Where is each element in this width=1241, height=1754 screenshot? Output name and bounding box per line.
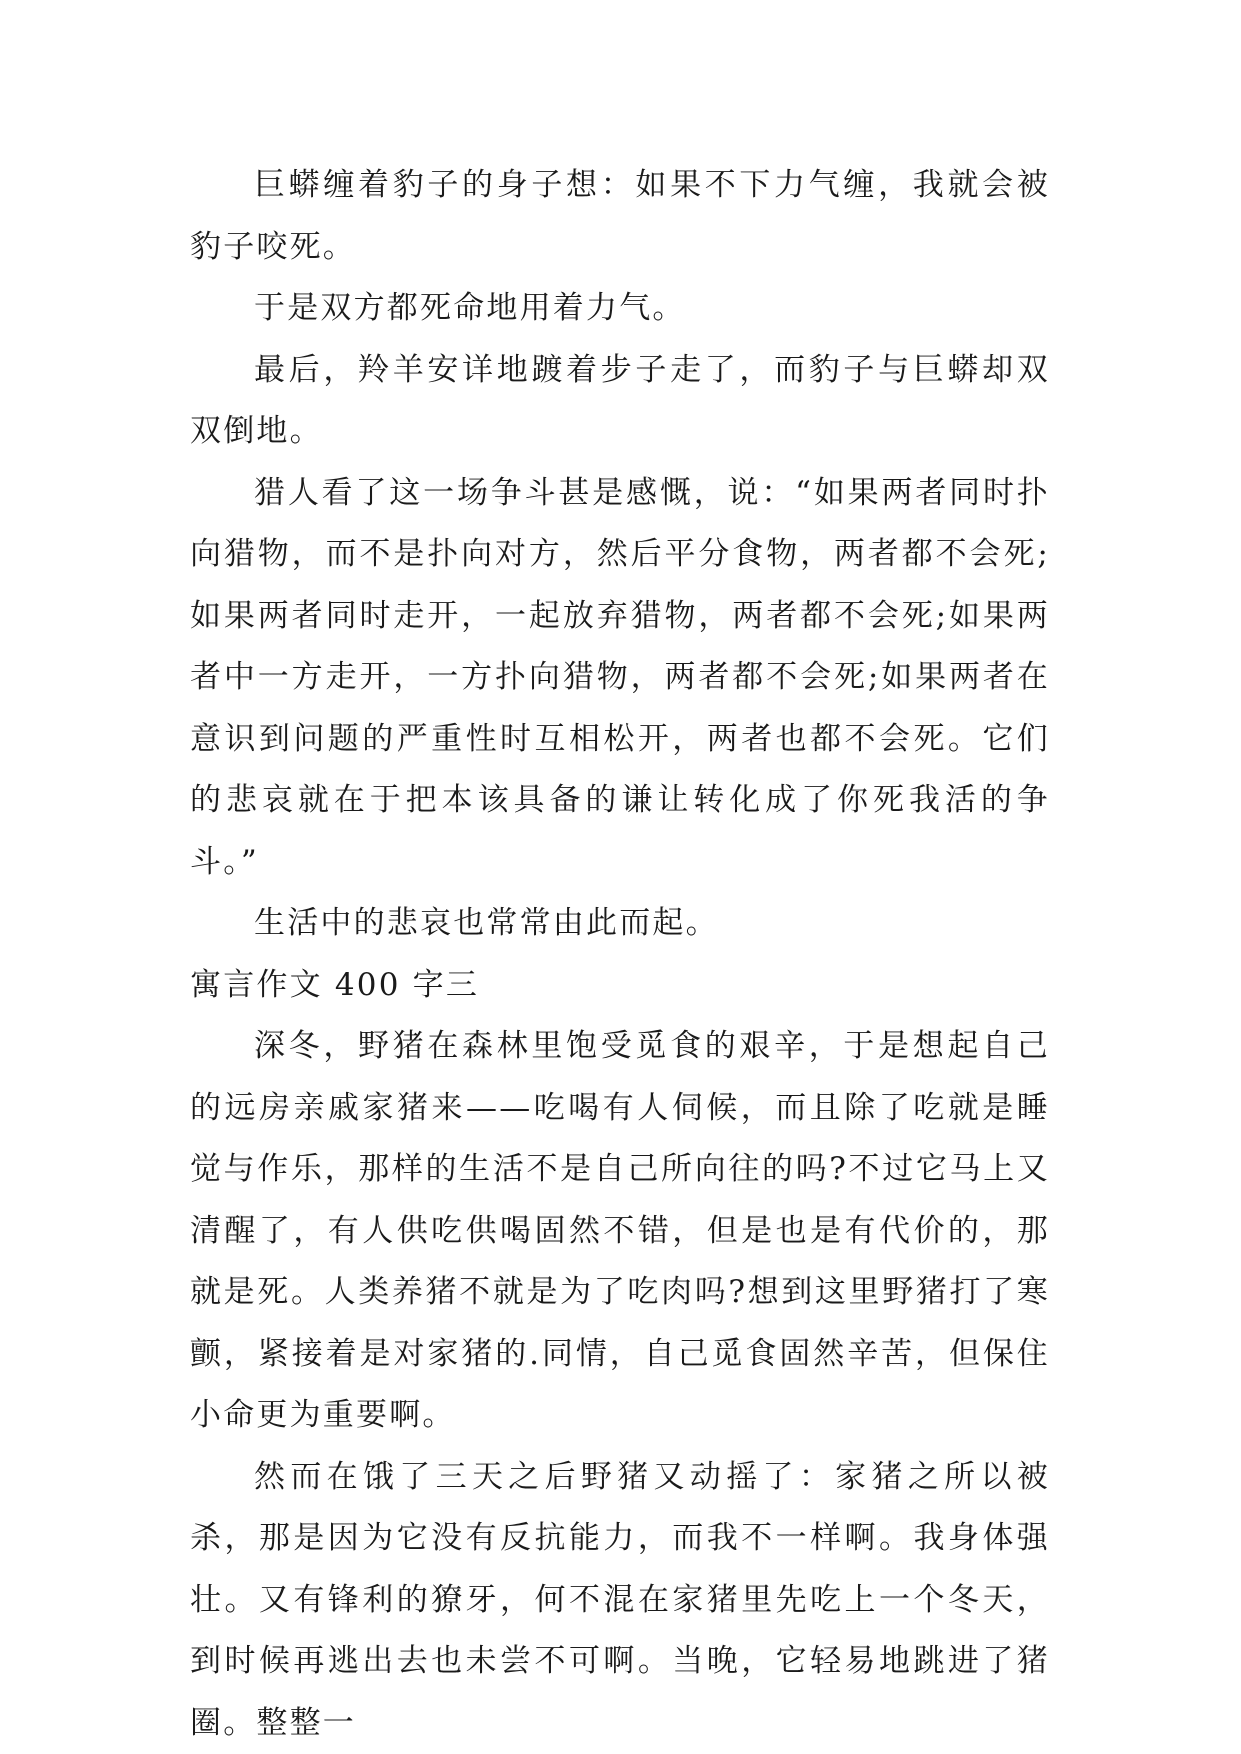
- paragraph: 巨蟒缠着豹子的身子想：如果不下力气缠，我就会被豹子咬死。: [190, 167, 1050, 265]
- paragraph: 深冬，野猪在森林里饱受觅食的艰辛，于是想起自己的远房亲戚家猪来——吃喝有人伺候，而且除了吃就是睡觉与作乐，那样的生活不是自己所向往的吗?不过它马上又清醒了，有人供吃供喝固然不错，但是也是有代价的，那就是死。人类养猪不就是为了吃肉吗?想到这里野猪打了寒颤，紧接着是对家猪的.同情，自己觅食固然辛苦，但保住小命更为重要啊。: [190, 1028, 1050, 1433]
- section-heading: 寓言作文 400 字三: [190, 966, 480, 1003]
- paragraph: 猎人看了这一场争斗甚是感慨，说：“如果两者同时扑向猎物，而不是扑向对方，然后平分食物，两者都不会死;如果两者同时走开，一起放弃猎物，两者都不会死;如果两者中一方走开，一方扑向猎物，两者都不会死;如果两者在意识到问题的严重性时互相松开，两者也都不会死。它们的悲哀就在于把本该具备的谦让转化成了你死我活的争斗。”: [190, 474, 1050, 880]
- paragraph: 然而在饿了三天之后野猪又动摇了：家猪之所以被杀，那是因为它没有反抗能力，而我不一样啊。我身体强壮。又有锋利的獠牙，何不混在家猪里先吃上一个冬天，到时候再逃出去也未尝不可啊。当晚，它轻易地跳进了猪圈。整整一: [190, 1458, 1050, 1741]
- paragraph: 生活中的悲哀也常常由此而起。: [254, 905, 719, 941]
- paragraph: 于是双方都死命地用着力气。: [254, 290, 686, 326]
- document-body: [190, 155, 1050, 1754]
- paragraph: 最后，羚羊安详地踱着步子走了，而豹子与巨蟒却双双倒地。: [190, 351, 1050, 449]
